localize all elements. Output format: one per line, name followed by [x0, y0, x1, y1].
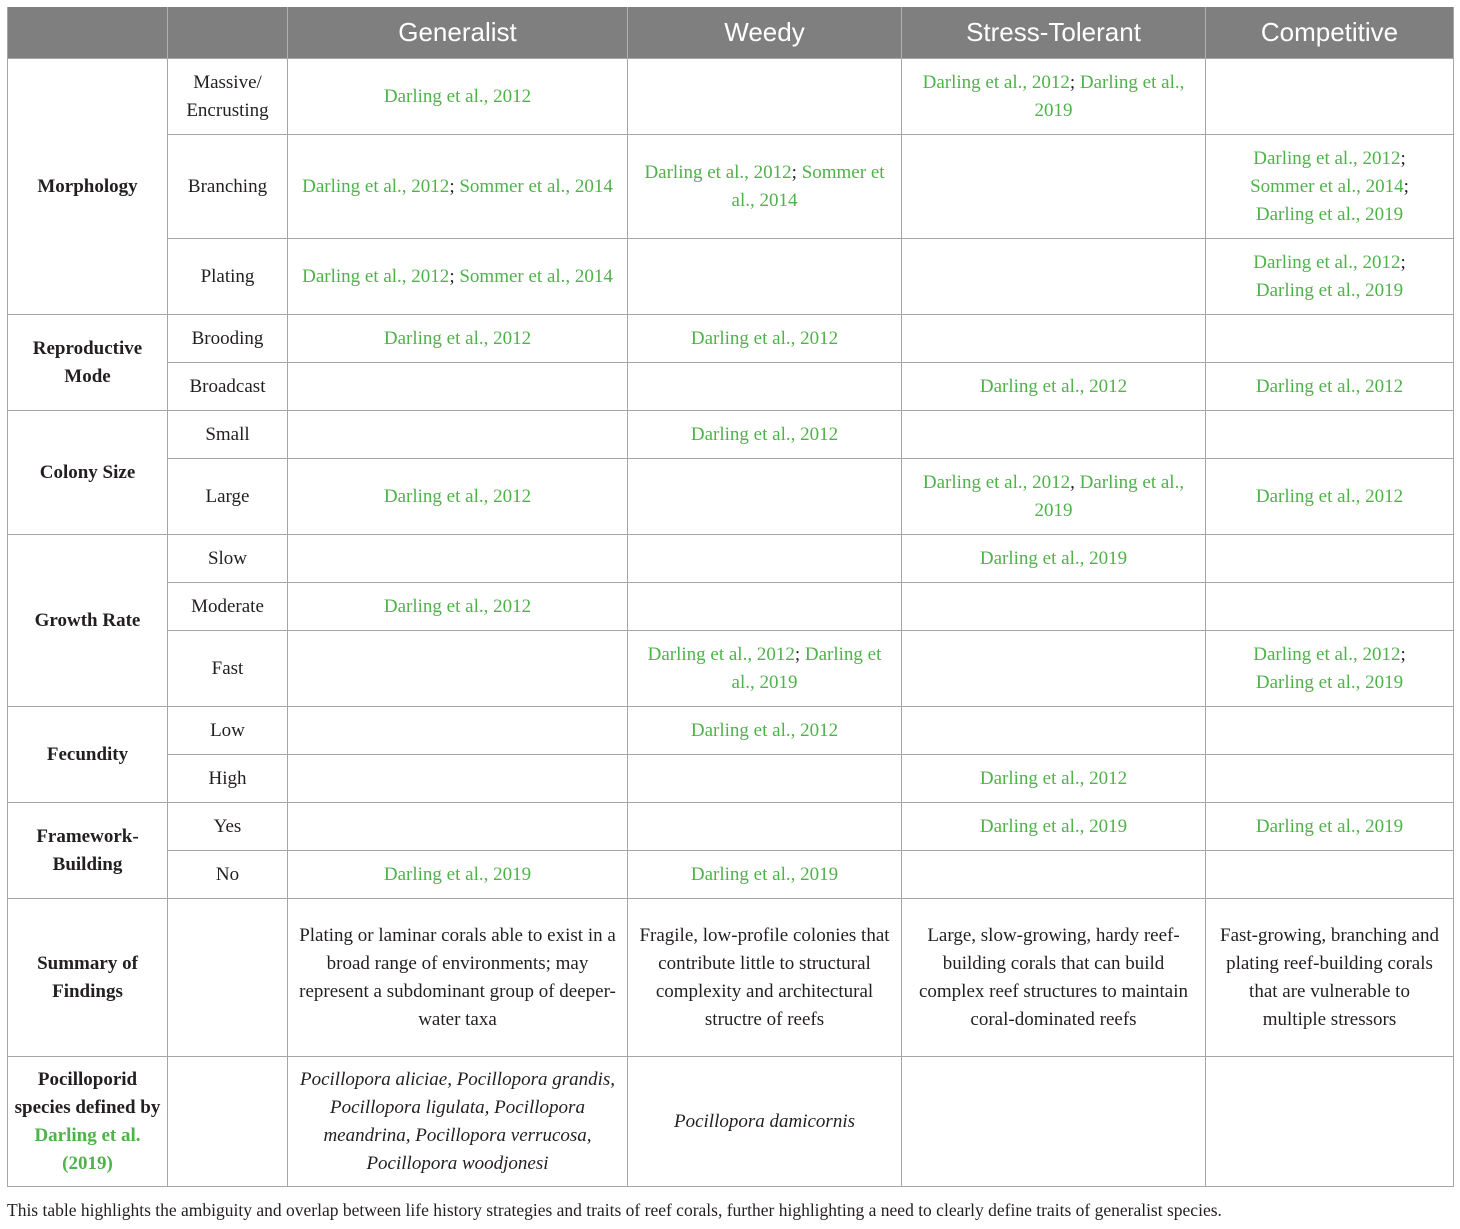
reference-link[interactable]: Darling et al., 2012 [647, 643, 795, 665]
reference-separator: ; [449, 175, 460, 197]
species-label: Pocilloporid species defined by [14, 1068, 161, 1118]
trait-reproductive-mode: Reproductive Mode [8, 315, 168, 411]
cell-fast-competitive [1206, 631, 1454, 707]
cell-high-stress [902, 755, 1206, 803]
table-row [8, 59, 1454, 135]
cell-slow-weedy [628, 535, 902, 583]
table-row [8, 411, 1454, 459]
reference-link[interactable]: Darling et al., 2012 [1255, 485, 1404, 507]
subtrait-low: Low [168, 707, 288, 755]
reference-link[interactable]: Darling et al., 2019 [731, 643, 882, 693]
cell-slow-generalist [288, 535, 628, 583]
reference-separator: , [1070, 471, 1080, 493]
reference-link[interactable]: Darling et al., 2019 [690, 863, 839, 885]
cell-brooding-weedy [628, 315, 902, 363]
cell-branching-stress [902, 135, 1206, 239]
trait-fecundity: Fecundity [8, 707, 168, 803]
cell-high-weedy [628, 755, 902, 803]
cell-branching-generalist [288, 135, 628, 239]
trait-summary: Summary of Findings [8, 899, 168, 1057]
table-row [8, 535, 1454, 583]
reference-link[interactable]: Darling et al., 2012 [690, 423, 839, 445]
subtrait-no: No [168, 851, 288, 899]
reference-link[interactable]: Darling et al., 2019 [383, 863, 532, 885]
reference-separator: ; [794, 643, 805, 665]
cell-large-weedy [628, 459, 902, 535]
cell-no-weedy [628, 851, 902, 899]
reference-link[interactable]: Darling et al., 2012 [383, 327, 532, 349]
traits-table [7, 7, 1454, 1187]
table-row [8, 851, 1454, 899]
cell-yes-weedy [628, 803, 902, 851]
table-row [8, 363, 1454, 411]
reference-separator: ; [1400, 251, 1406, 273]
cell-massive-weedy [628, 59, 902, 135]
reference-link[interactable]: Darling et al., 2012 [1253, 147, 1401, 169]
subtrait-empty [168, 899, 288, 1057]
subtrait-small: Small [168, 411, 288, 459]
cell-small-weedy [628, 411, 902, 459]
cell-plating-stress [902, 239, 1206, 315]
table-row [8, 459, 1454, 535]
reference-link[interactable]: Darling et al., 2012 [302, 175, 450, 197]
reference-link[interactable]: Darling et al., 2012 [690, 719, 839, 741]
header-row [8, 7, 1454, 59]
cell-brooding-competitive [1206, 315, 1454, 363]
reference-separator: ; [1403, 175, 1409, 197]
cell-large-generalist [288, 459, 628, 535]
cell-low-competitive [1206, 707, 1454, 755]
reference-link[interactable]: Sommer et al., 2014 [1250, 175, 1404, 197]
subtrait-massive: Massive/ Encrusting [168, 59, 288, 135]
reference-link[interactable]: Darling et al., 2012 [922, 71, 1070, 93]
header-subtrait [168, 7, 288, 59]
cell-no-competitive [1206, 851, 1454, 899]
cell-broadcast-competitive [1206, 363, 1454, 411]
table-row [8, 583, 1454, 631]
cell-high-generalist [288, 755, 628, 803]
table-row [8, 315, 1454, 363]
cell-low-weedy [628, 707, 902, 755]
cell-broadcast-weedy [628, 363, 902, 411]
species-stress [902, 1057, 1206, 1187]
cell-plating-weedy [628, 239, 902, 315]
species-generalist: Pocillopora aliciae, Pocillopora grandis, Pocillopora ligulata, Pocillopora meandrina, Pocillopora verrucosa, Pocillopora woodjonesi [288, 1057, 628, 1187]
cell-moderate-competitive [1206, 583, 1454, 631]
subtrait-plating: Plating [168, 239, 288, 315]
cell-broadcast-generalist [288, 363, 628, 411]
cell-yes-competitive [1206, 803, 1454, 851]
reference-link[interactable]: Sommer et al., 2014 [459, 175, 613, 197]
reference-link[interactable]: Darling et al., 2012 [1255, 375, 1404, 397]
summary-stress: Large, slow-growing, hardy reef-building corals that can build complex reef structures to maintain coral-dominated reefs [902, 899, 1206, 1057]
reference-link[interactable]: Darling et al., 2012 [1253, 251, 1401, 273]
reference-separator: ; [1400, 147, 1406, 169]
trait-colony-size: Colony Size [8, 411, 168, 535]
cell-yes-generalist [288, 803, 628, 851]
reference-link[interactable]: Darling et al., 2012 [302, 265, 450, 287]
header-stress-tolerant: Stress-Tolerant [902, 7, 1206, 59]
subtrait-moderate: Moderate [168, 583, 288, 631]
cell-slow-competitive [1206, 535, 1454, 583]
reference-link[interactable]: Sommer et al., 2014 [459, 265, 613, 287]
subtrait-branching: Branching [168, 135, 288, 239]
cell-plating-competitive [1206, 239, 1454, 315]
subtrait-slow: Slow [168, 535, 288, 583]
cell-large-stress [902, 459, 1206, 535]
table-row [8, 239, 1454, 315]
reference-link[interactable]: Darling et al., 2019 [979, 547, 1128, 569]
cell-no-generalist [288, 851, 628, 899]
subtrait-large: Large [168, 459, 288, 535]
trait-framework-building: Framework-Building [8, 803, 168, 899]
summary-weedy: Fragile, low-profile colonies that contribute little to structural complexity and architectural structre of reefs [628, 899, 902, 1057]
subtrait-fast: Fast [168, 631, 288, 707]
cell-brooding-stress [902, 315, 1206, 363]
reference-link[interactable]: Sommer et al., 2014 [731, 161, 885, 211]
cell-low-stress [902, 707, 1206, 755]
table-row [8, 707, 1454, 755]
species-reference-link[interactable]: Darling et al. (2019) [34, 1124, 141, 1174]
reference-link[interactable]: Darling et al., 2019 [979, 815, 1128, 837]
header-competitive: Competitive [1206, 7, 1454, 59]
subtrait-empty [168, 1057, 288, 1187]
reference-link[interactable]: Darling et al., 2012 [383, 485, 532, 507]
cell-small-competitive [1206, 411, 1454, 459]
reference-link[interactable]: Darling et al., 2012 [979, 375, 1128, 397]
reference-link[interactable]: Darling et al., 2019 [1255, 279, 1404, 301]
trait-species [8, 1057, 168, 1187]
subtrait-high: High [168, 755, 288, 803]
subtrait-brooding: Brooding [168, 315, 288, 363]
cell-brooding-generalist [288, 315, 628, 363]
cell-moderate-stress [902, 583, 1206, 631]
header-weedy: Weedy [628, 7, 902, 59]
subtrait-yes: Yes [168, 803, 288, 851]
table-row [8, 755, 1454, 803]
cell-broadcast-stress [902, 363, 1206, 411]
cell-high-competitive [1206, 755, 1454, 803]
reference-separator: ; [791, 161, 802, 183]
reference-separator: ; [449, 265, 460, 287]
cell-moderate-generalist [288, 583, 628, 631]
cell-low-generalist [288, 707, 628, 755]
reference-link[interactable]: Darling et al., 2019 [1034, 471, 1185, 521]
summary-competitive: Fast-growing, branching and plating reef-building corals that are vulnerable to multiple stressors [1206, 899, 1454, 1057]
subtrait-broadcast: Broadcast [168, 363, 288, 411]
cell-plating-generalist [288, 239, 628, 315]
cell-small-stress [902, 411, 1206, 459]
reference-link[interactable]: Darling et al., 2012 [690, 327, 839, 349]
trait-growth-rate: Growth Rate [8, 535, 168, 707]
table-row [8, 135, 1454, 239]
cell-no-stress [902, 851, 1206, 899]
cell-fast-weedy [628, 631, 902, 707]
table-container [7, 7, 1453, 1187]
reference-link[interactable]: Darling et al., 2012 [979, 767, 1128, 789]
cell-large-competitive [1206, 459, 1454, 535]
cell-massive-competitive [1206, 59, 1454, 135]
header-trait [8, 7, 168, 59]
cell-slow-stress [902, 535, 1206, 583]
reference-link[interactable]: Darling et al., 2019 [1255, 815, 1404, 837]
reference-link[interactable]: Darling et al., 2012 [383, 595, 532, 617]
reference-link[interactable]: Darling et al., 2012 [1253, 643, 1401, 665]
reference-link[interactable]: Darling et al., 2012 [922, 471, 1071, 493]
header-generalist: Generalist [288, 7, 628, 59]
reference-link[interactable]: Darling et al., 2012 [644, 161, 792, 183]
table-row [8, 803, 1454, 851]
cell-branching-weedy [628, 135, 902, 239]
cell-branching-competitive [1206, 135, 1454, 239]
table-caption: This table highlights the ambiguity and overlap between life history strategies and traits of reef corals, further highlighting a need to clearly define traits of generalist species. [7, 1200, 1222, 1220]
species-weedy: Pocillopora damicornis [628, 1057, 902, 1187]
table-row [8, 899, 1454, 1057]
cell-fast-stress [902, 631, 1206, 707]
reference-separator: ; [1400, 643, 1406, 665]
table-row [8, 1057, 1454, 1187]
reference-link[interactable]: Darling et al., 2019 [1255, 671, 1404, 693]
reference-separator: ; [1069, 71, 1080, 93]
table-row [8, 631, 1454, 707]
cell-massive-generalist [288, 59, 628, 135]
summary-generalist: Plating or laminar corals able to exist in a broad range of environments; may represent a subdominant group of deeper-water taxa [288, 899, 628, 1057]
reference-link[interactable]: Darling et al., 2019 [1034, 71, 1185, 121]
reference-link[interactable]: Darling et al., 2019 [1255, 203, 1404, 225]
cell-fast-generalist [288, 631, 628, 707]
cell-massive-stress [902, 59, 1206, 135]
species-competitive [1206, 1057, 1454, 1187]
cell-small-generalist [288, 411, 628, 459]
cell-yes-stress [902, 803, 1206, 851]
cell-moderate-weedy [628, 583, 902, 631]
trait-morphology: Morphology [8, 59, 168, 315]
reference-link[interactable]: Darling et al., 2012 [383, 85, 532, 107]
